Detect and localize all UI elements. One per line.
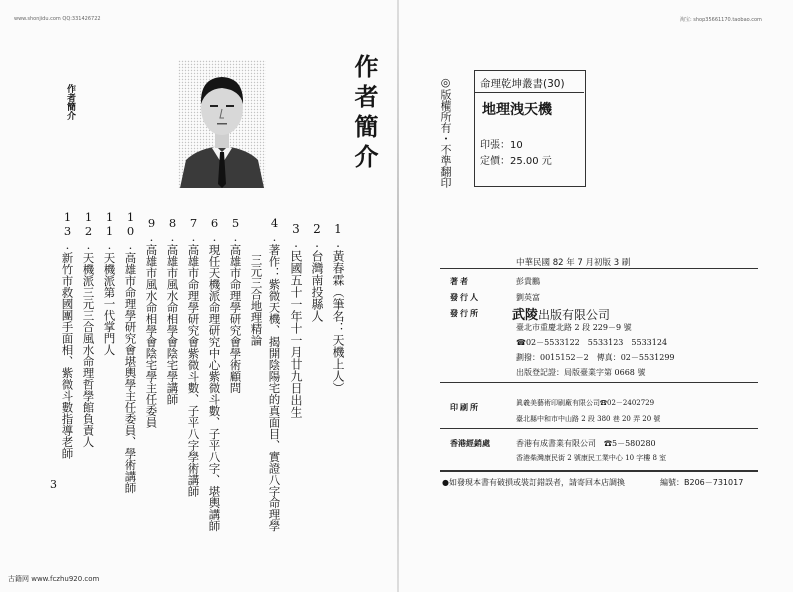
bio-item-6: 6.現任天機派命理研究中心紫微斗數、子平八字、堪輿講師 [207,216,222,532]
publisher-name: 出版有限公司 [538,308,611,322]
bio-item-5: 5.高雄市命理學研究會學術顧問 [228,216,243,394]
author-label: 著者 [450,276,470,286]
divider-mid [440,382,758,383]
publisher-account: 劃撥：0015152－2 傳真：02－5531299 [516,353,675,362]
bio-item-1: 1.黃春霖（筆名：天機上人） [331,222,345,394]
series-name: 命理乾坤叢書(30) [480,78,565,90]
bio-item-2: 2.台灣南投縣人 [310,222,324,322]
author-name: 彭貴鵬 [516,277,540,286]
printer-name: 眞羲美藝術印刷廠有限公司☎02－2402729 [516,399,655,407]
title-box-divider [474,92,584,93]
bio-item-7: 7.高雄市命理學研究會紫微斗數、子平八字學術講師 [186,216,201,497]
publisher-phone: ☎02－5533122 5533123 5533124 [516,338,668,347]
catalog-code: 編號：B206－731017 [660,478,744,487]
publisher-brand: 武陵 [512,308,539,323]
bio-item-4: 4.著作：紫微天機、揭開陰陽宅的真面目、實證八字命理學 [267,216,282,532]
bottom-note: ●如發現本書有破損或裝訂錯誤者，請寄回本店調換 [442,478,625,487]
bio-item-10: 10.高雄市命理學研究會堪輿學主任委員、學術講師 [123,210,138,494]
footer-site: 古籍网 www.fczhu920.com [8,575,100,583]
bio-item-8: 8.高雄市風水命相學會陰宅學講師 [165,216,180,405]
printer-address: 臺北縣中和市中山路 2 段 380 巷 20 弄 20 號 [516,415,661,423]
bio-item-11: 11.天機派第一代掌門人 [102,210,117,356]
book-spine [397,0,399,592]
sheets: 印張：10 [480,140,523,151]
bio-item-12: 12.天機派三元三合風水命理哲學館負責人 [81,210,96,448]
price: 定價：25.00 元 [480,156,552,167]
page-number: 3 [50,478,57,491]
scan-header-left: www.shonjidu.com QQ:331426722 [14,16,101,22]
hk-label: 香港經銷處 [450,438,490,448]
divider-lower [440,428,758,429]
edition: 中華民國 82 年 7 月初版 3 刷 [516,258,631,268]
issuer-name: 劉英富 [516,293,540,302]
publisher-registration: 出版登記證：局版臺業字第 0668 號 [516,368,646,377]
copyright-notice: ◎版權所有・不準翻印 [439,76,452,188]
divider-bottom [440,470,758,472]
author-photo [178,60,266,188]
divider-top [440,268,758,269]
printer-label: 印刷所 [450,402,480,412]
publisher-address: 臺北市重慶北路 2 段 229－9 號 [516,323,632,332]
hk-address: 香港柴灣康民街 2 號康民工業中心 10 字樓 8 室 [516,454,667,462]
publisher-label: 發行所 [450,308,480,318]
book-title: 地理洩天機 [482,102,552,118]
side-label: 作者簡介 [65,84,75,120]
bio-item-4-cont: 三元三合地理精論 [249,254,264,346]
hk-distributor: 香港有成書業有限公司 ☎5－580280 [516,439,656,448]
bio-item-13: 13.新竹市救國團手面相、紫微斗數指導老師 [60,210,75,459]
bio-item-9: 9.高雄市風水命相學會陰宅學主任委員 [144,216,159,428]
scan-header-right: 淘宝: shop35661170.taobao.com [680,17,762,23]
page-title: 作者簡介 [350,54,379,174]
issuer-label: 發行人 [450,292,480,302]
bio-item-3: 3.民國五十一年十一月廿九日出生 [289,222,303,418]
